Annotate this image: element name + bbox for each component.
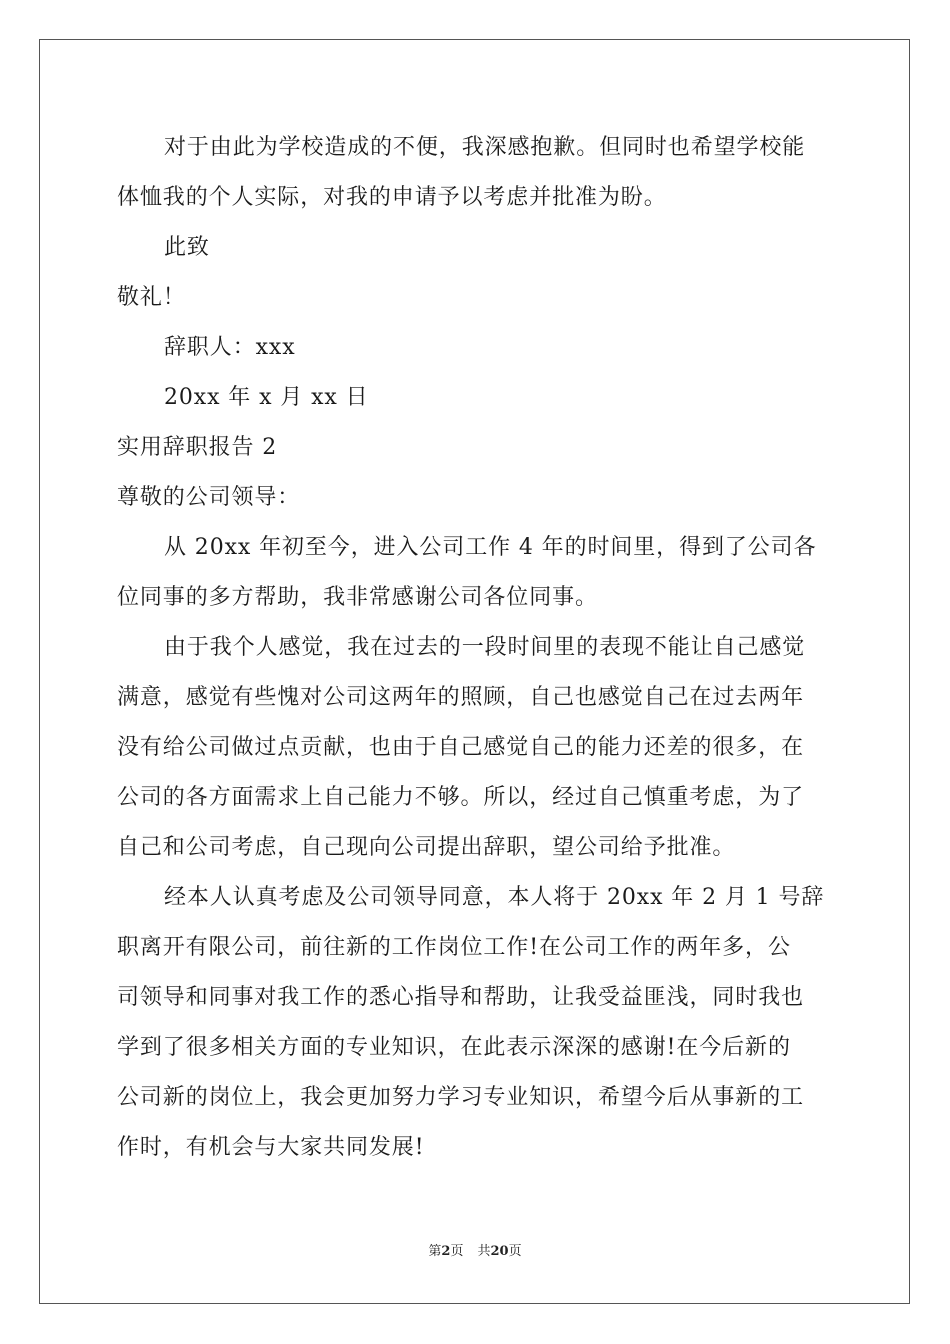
page-total: 20 [490, 1244, 509, 1259]
paragraph-line: 位同事的多方帮助，我非常感谢公司各位同事。 [117, 585, 598, 610]
paragraph-line: 司领导和同事对我工作的悉心指导和帮助，让我受益匪浅，同时我也 [117, 985, 805, 1010]
signature-date: 20xx 年 x 月 xx 日 [164, 385, 369, 410]
closing-phrase: 此致 [164, 235, 210, 260]
page-suffix: 页 [450, 1244, 464, 1259]
paragraph-line: 满意，感觉有些愧对公司这两年的照顾，自己也感觉自己在过去两年 [117, 685, 805, 710]
paragraph-line: 经本人认真考虑及公司领导同意，本人将于 20xx 年 2 月 1 号辞 [164, 885, 825, 910]
paragraph-line: 从 20xx 年初至今，进入公司工作 4 年的时间里，得到了公司各 [164, 535, 817, 560]
section-title: 实用辞职报告 2 [117, 435, 278, 460]
document-body [117, 123, 837, 1173]
total-prefix: 共 [477, 1244, 491, 1259]
total-suffix: 页 [508, 1244, 522, 1259]
greeting: 尊敬的公司领导： [117, 485, 301, 510]
paragraph-line: 对于由此为学校造成的不便，我深感抱歉。但同时也希望学校能 [164, 135, 806, 160]
page-number: 2 [441, 1244, 451, 1259]
paragraph-line: 体恤我的个人实际，对我的申请予以考虑并批准为盼。 [117, 185, 667, 210]
paragraph-line: 公司新的岗位上，我会更加努力学习专业知识，希望今后从事新的工 [117, 1085, 805, 1110]
paragraph-line: 公司的各方面需求上自己能力不够。所以，经过自己慎重考虑，为了 [117, 785, 805, 810]
paragraph-line: 职离开有限公司，前往新的工作岗位工作!在公司工作的两年多，公 [117, 935, 791, 960]
paragraph-line: 作时，有机会与大家共同发展! [117, 1135, 425, 1160]
paragraph-line: 由于我个人感觉，我在过去的一段时间里的表现不能让自己感觉 [164, 635, 806, 660]
paragraph-line: 学到了很多相关方面的专业知识，在此表示深深的感谢!在今后新的 [117, 1035, 791, 1060]
signature-name: 辞职人：xxx [164, 335, 296, 360]
paragraph-line: 没有给公司做过点贡献，也由于自己感觉自己的能力还差的很多，在 [117, 735, 805, 760]
paragraph-line: 自己和公司考虑，自己现向公司提出辞职，望公司给予批准。 [117, 835, 736, 860]
page-footer [0, 1240, 950, 1259]
page-prefix: 第 [428, 1244, 442, 1259]
salutation-closing: 敬礼！ [117, 285, 186, 310]
